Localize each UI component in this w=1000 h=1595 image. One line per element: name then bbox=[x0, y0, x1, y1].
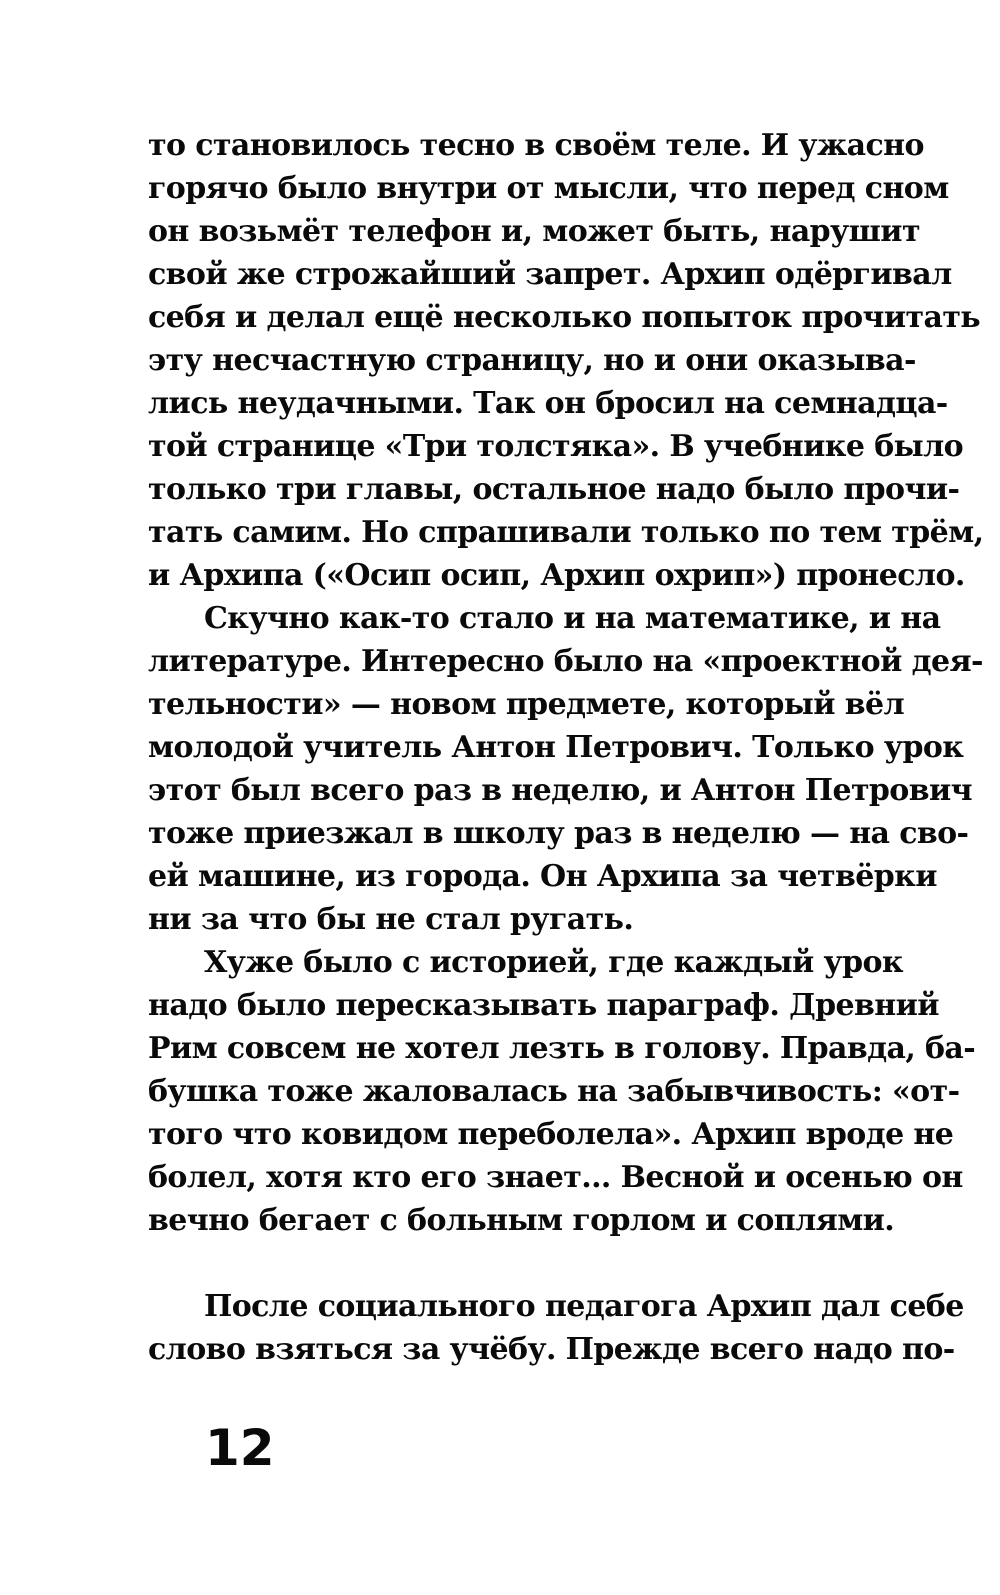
paragraph bbox=[148, 124, 984, 597]
text-line: ни за что бы не стал ругать. bbox=[148, 902, 634, 937]
text-line: тать самим. Но спрашивали только по тем трём, bbox=[148, 515, 984, 550]
text-line: эту несчастную страницу, но и они оказыва- bbox=[148, 343, 916, 378]
text-line: слово взяться за учёбу. Прежде всего надо по- bbox=[148, 1332, 955, 1367]
text-line: себя и делал ещё несколько попыток прочитать bbox=[148, 300, 981, 335]
text-line: бушка тоже жаловалась на забывчивость: «от- bbox=[148, 1074, 960, 1109]
text-line: той странице «Три толстяка». В учебнике было bbox=[148, 429, 964, 464]
page-number: 12 bbox=[205, 1419, 275, 1477]
paragraph bbox=[148, 597, 983, 941]
text-line: Рим совсем не хотел лезть в голову. Правда, ба- bbox=[148, 1031, 976, 1066]
text-line: то становилось тесно в своём теле. И ужасно bbox=[148, 128, 924, 163]
text-line: надо было пересказывать параграф. Древний bbox=[148, 988, 939, 1023]
text-line: тоже приезжал в школу раз в неделю — на сво- bbox=[148, 816, 969, 851]
text-line: он возьмёт телефон и, может быть, нарушит bbox=[148, 214, 920, 249]
text-line: горячо было внутри от мысли, что перед сном bbox=[148, 171, 949, 206]
text-line: ей машине, из города. Он Архипа за четвёрки bbox=[148, 859, 937, 894]
text-line: и Архипа («Осип осип, Архип охрип») пронесло. bbox=[148, 558, 965, 593]
text-line: После социального педагога Архип дал себе bbox=[204, 1289, 964, 1324]
text-line: литературе. Интересно было на «проектной дея- bbox=[148, 644, 983, 679]
text-line: свой же строжайший запрет. Архип одёргивал bbox=[148, 257, 952, 292]
paragraph bbox=[148, 1285, 964, 1371]
body-text bbox=[148, 124, 984, 1371]
text-line: тельности» — новом предмете, который вёл bbox=[148, 687, 905, 722]
text-line: этот был всего раз в неделю, и Антон Петрович bbox=[148, 773, 972, 808]
text-line: Хуже было с историей, где каждый урок bbox=[204, 945, 904, 980]
text-line: только три главы, остальное надо было прочи- bbox=[148, 472, 960, 507]
text-line: того что ковидом переболела». Архип вроде не bbox=[148, 1117, 954, 1152]
text-line: болел, хотя кто его знает... Весной и осенью он bbox=[148, 1160, 963, 1195]
section-break bbox=[148, 1242, 896, 1285]
text-line: Скучно как-то стало и на математике, и на bbox=[204, 601, 941, 636]
text-line: молодой учитель Антон Петрович. Только урок bbox=[148, 730, 964, 765]
text-line: лись неудачными. Так он бросил на семнадца- bbox=[148, 386, 948, 421]
paragraph bbox=[148, 941, 976, 1242]
text-line: вечно бегает с больным горлом и соплями. bbox=[148, 1203, 895, 1238]
